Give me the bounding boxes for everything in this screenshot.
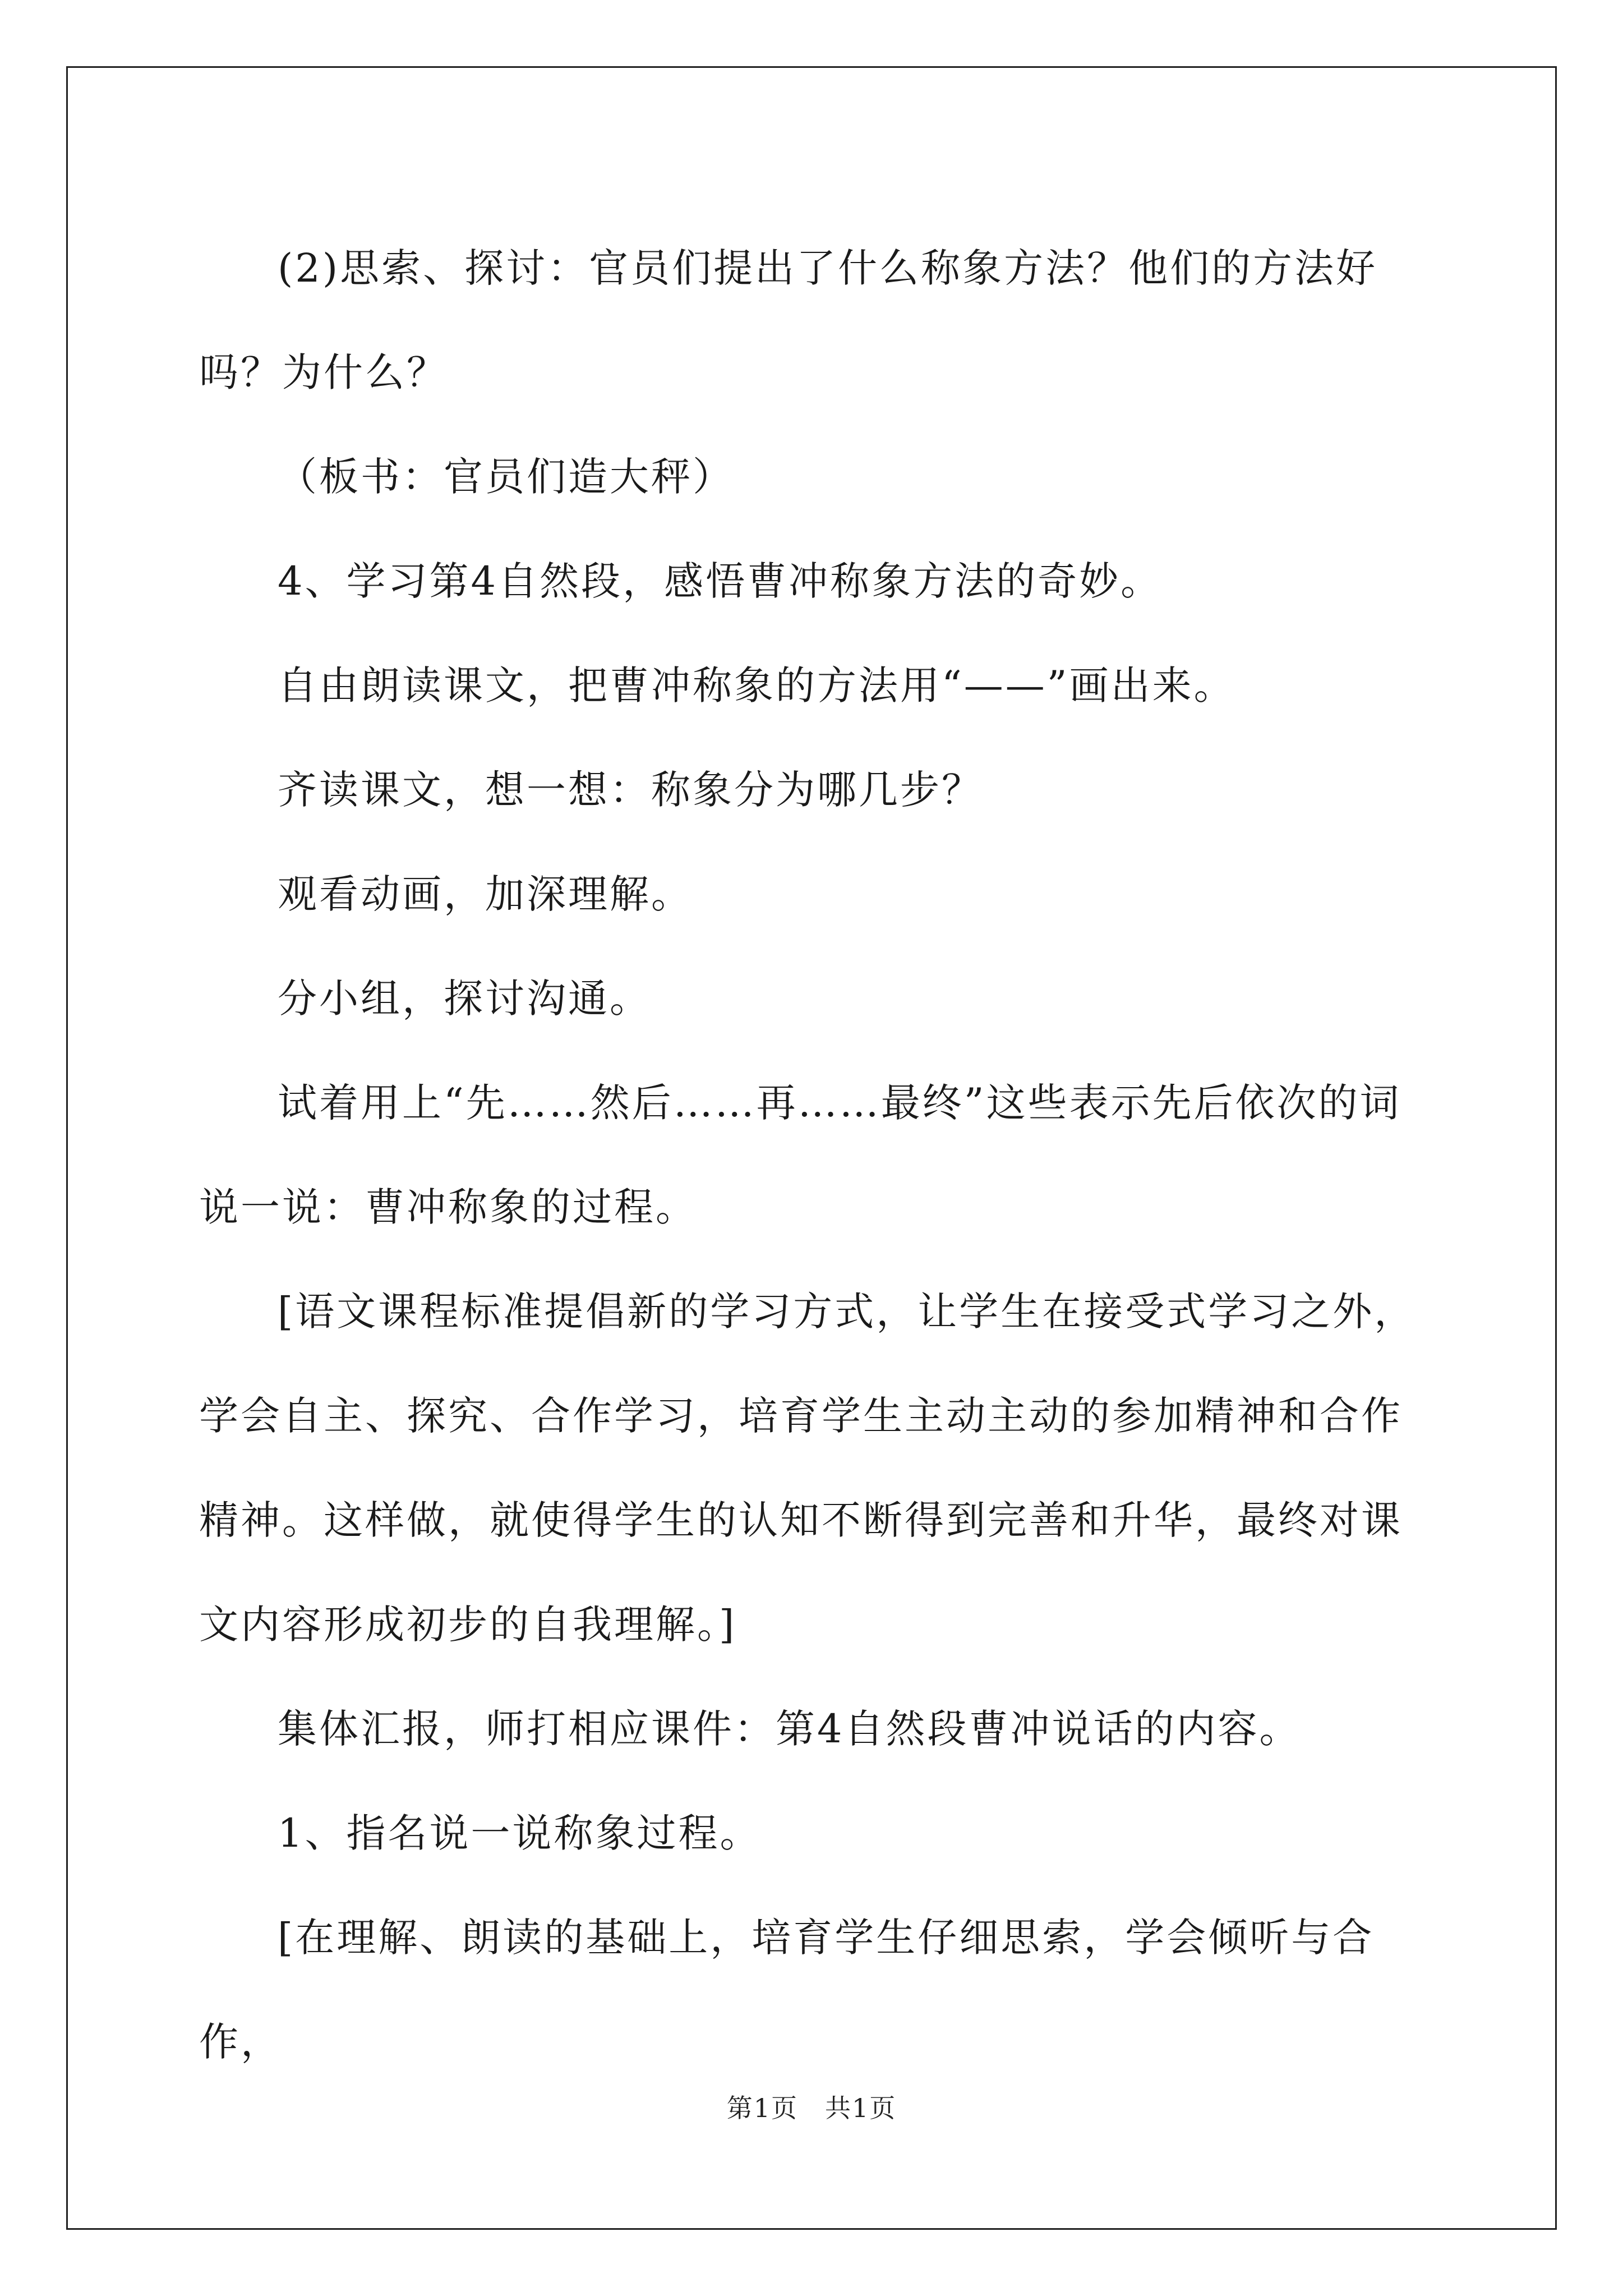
document-body xyxy=(199,216,1433,2094)
paragraph: 1、指名说一说称象过程。 xyxy=(278,1810,762,1856)
paragraph: (2)思索、探讨：官员们提出了什么称象方法？他们的方法好吗？为什么？ xyxy=(199,245,1378,395)
page-number: 第1页 共1页 xyxy=(726,2093,897,2123)
paragraph: 4、学习第4自然段，感悟曹冲称象方法的奇妙。 xyxy=(278,558,1163,604)
paragraph: [语文课程标准提倡新的学习方式，让学生在接受式学习之外，学会自主、探究、合作学习，培育学生主动主动的参加精神和合作精神。这样做，就使得学生的认知不断得到完善和升华，最终对课文内容形成初步的自我理解。] xyxy=(199,1289,1416,1648)
paragraph: 分小组，探讨沟通。 xyxy=(278,976,651,1022)
paragraph: （板书：官员们造大秤） xyxy=(278,454,734,500)
paragraph: 观看动画，加深理解。 xyxy=(278,871,693,917)
paragraph: 集体汇报，师打相应课件：第4自然段曹冲说话的内容。 xyxy=(278,1706,1301,1752)
paragraph: 试着用上“先……然后……再……最终”这些表示先后依次的词说一说：曹冲称象的过程。 xyxy=(199,1080,1401,1230)
paragraph: [在理解、朗读的基础上，培育学生仔细思索，学会倾听与合作， xyxy=(199,1915,1375,2065)
paragraph: 自由朗读课文，把曹冲称象的方法用“——”画出来。 xyxy=(278,662,1235,708)
paragraph: 齐读课文，想一想：称象分为哪几步？ xyxy=(278,767,983,813)
